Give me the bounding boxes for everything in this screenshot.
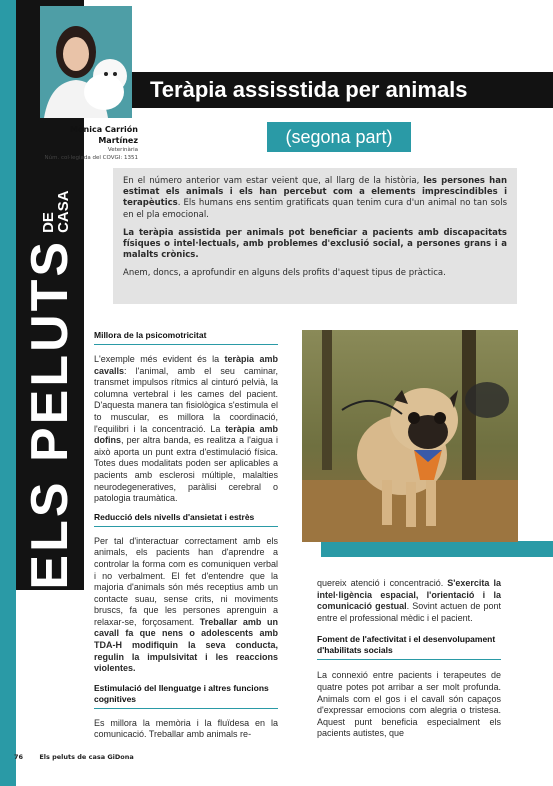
section-logo-de: DE bbox=[39, 212, 57, 233]
body-paragraph: Per tal d'interactuar correctament amb els animals, els pacients han d'aprendre a controlar la forma com es comuniquen verbal i no verbalment. El fet d'entendre que la majoria d'animals són més receptius amb un contacte suau, sense crits, ni moviments bruscs, fa que les persones aprenguin a relaxar-se, forçosament. Treballar amb un cavall fa que nens o adolescents amb TDA-H modifiquin la seva conducta, regulin la impulsivitat i les reaccions violentes. bbox=[94, 535, 278, 674]
section-heading: Estimulació del llenguatge i altres funcions cognitives bbox=[94, 683, 278, 709]
section-heading: Reducció dels nivells d'ansietat i estrès bbox=[94, 512, 278, 527]
photo-accent bbox=[321, 541, 553, 557]
section-heading: Millora de la psicomotricitat bbox=[94, 330, 278, 345]
body-paragraph: quereix atenció i concentració. S'exercita la intel·ligència espacial, l'orientació i la comunicació gestual. Sovint actuen de pont entre el professional mèdic i el pacient. bbox=[317, 578, 501, 623]
section-logo-casa: CASA bbox=[55, 190, 73, 233]
section-logo-main: ELS PELUTS bbox=[21, 238, 79, 590]
intro-paragraph-3: Anem, doncs, a aprofundir en alguns dels profits d'aquest tipus de pràctica. bbox=[123, 268, 446, 279]
body-paragraph: La connexió entre pacients i terapeutes de quatre potes pot arribar a ser molt profunda. Animals com el gos i el cavall són capaços d'expressar emocions com alegria o tristesa. Aquest punt beneficia especialment els pacients autistes, que bbox=[317, 670, 501, 739]
section-logo bbox=[18, 190, 82, 590]
intro-box bbox=[113, 168, 517, 304]
intro-paragraph-1: En el número anterior vam estar veient que, al llarg de la història, les persones han estimat els animals i els han percebut com a elements imprescindibles i terapèutics. Els humans ens sentim gratificats quan tenim cura d'un animal no tan sols en el pla emocional. bbox=[123, 176, 507, 220]
author-role: Veterinària bbox=[107, 147, 138, 153]
article-title: Teràpia assisstida per animals bbox=[150, 77, 468, 102]
article-subtitle: (segona part) bbox=[267, 122, 411, 152]
page-number: 76 bbox=[14, 753, 24, 761]
left-column bbox=[94, 330, 278, 741]
section-heading: Foment de l'afectivitat i el desenvolupament d'habilitats socials bbox=[317, 634, 501, 660]
body-paragraph: Es millora la memòria i la fluïdesa en la comunicació. Treballar amb animals re- bbox=[94, 717, 278, 740]
pug-photo bbox=[302, 330, 518, 542]
right-column bbox=[317, 578, 501, 740]
author-license: Núm. col·legiada del COVGI: 1351 bbox=[44, 155, 138, 161]
magazine-name: Els peluts de casa GiDona bbox=[39, 753, 134, 761]
intro-paragraph-2: La teràpia assistida per animals pot beneficiar a pacients amb discapacitats físiques o intel·lectuals, amb problemes d'exclusió social, a persones grans i a malalts crònics. bbox=[123, 227, 507, 261]
page-footer bbox=[14, 753, 148, 761]
header-accent bbox=[0, 82, 16, 122]
body-paragraph: L'exemple més evident és la teràpia amb cavalls: l'animal, amb el seu caminar, transmet impulsos rítmics al cinturó pelvià, la columna vertebral i les cames del pacient. D'aquesta manera tan fisiològica s'estimula el to muscular, es millora la coordinació, l'equilibri i la concentració. La teràpia amb dofins, per altra banda, es realitza a l'aigua i això aporta un punt extra d'estimulació física. Totes dues modalitats poden ser aplicables a pacients amb esclerosi múltiple, malalties neurodegeneratives, paràlisi cerebral o patologia traumàtica. bbox=[94, 354, 278, 504]
author-block bbox=[40, 124, 138, 162]
author-name: Mònica Carrión Martínez bbox=[70, 125, 138, 145]
author-portrait bbox=[40, 6, 132, 118]
